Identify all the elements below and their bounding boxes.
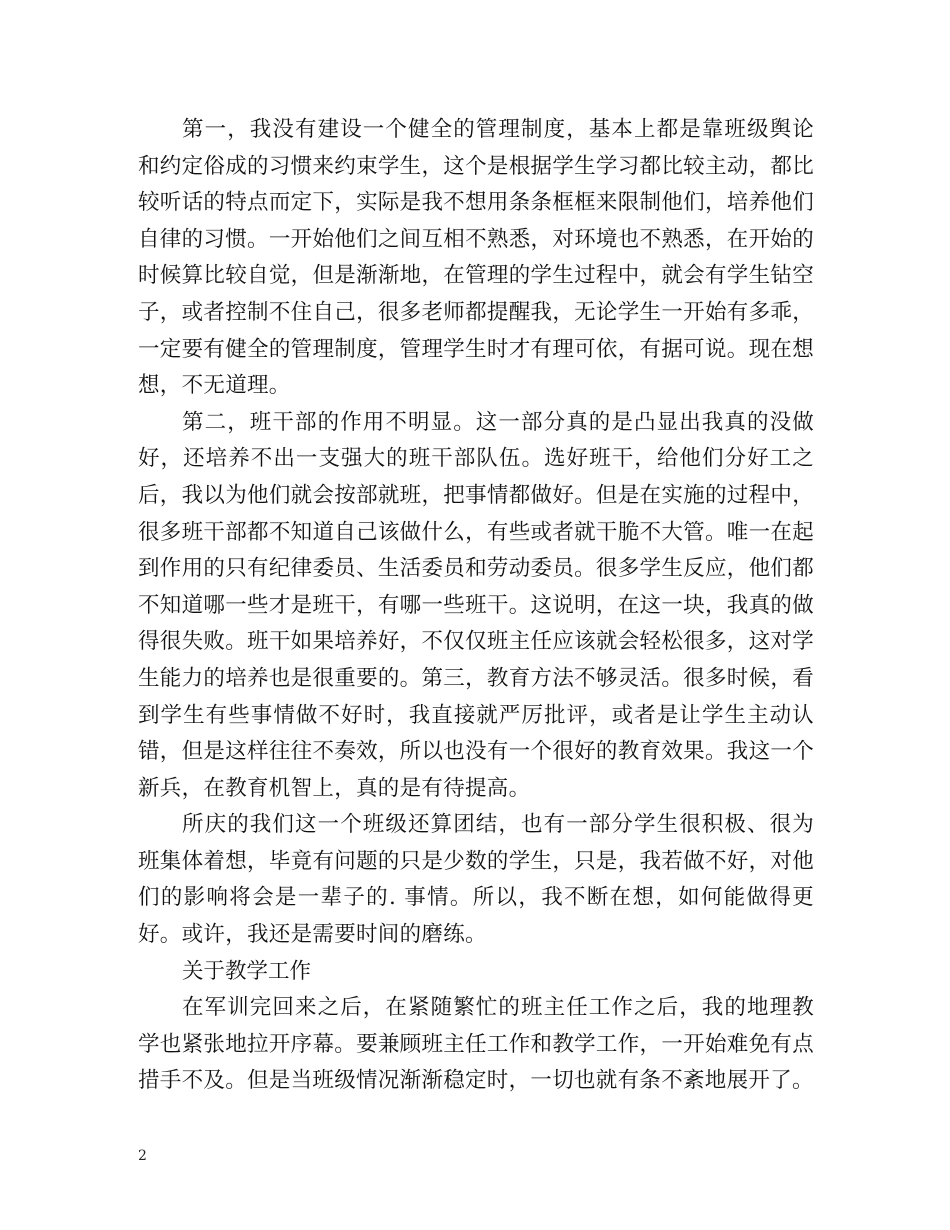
paragraph-management-system: 第一，我没有建设一个健全的管理制度，基本上都是靠班级舆论和约定俗成的习惯来约束学生，这个是根据学生学习都比较主动，都比较听话的特点而定下，实际是我不想用条条框框来限制他们，培养他们自律的习惯。一开始他们之间互相不熟悉，对环境也不熟悉，在开始的时候算比较自觉，但是渐渐地，在管理的学生过程中，就会有学生钻空子，或者控制不住自己，很多老师都提醒我，无论学生一开始有多乖，一定要有健全的管理制度，管理学生时才有理可依，有据可说。现在想想，不无道理。 [138, 117, 814, 399]
section-heading-teaching: 关于教学工作 [182, 958, 312, 984]
page-number: 2 [138, 1148, 147, 1164]
paragraph-class-unity: 所庆的我们这一个班级还算团结，也有一部分学生很积极、很为班集体着想，毕竟有问题的只是少数的学生，只是，我若做不好，对他们的影响将会是一辈子的. 事情。所以，我不断在想，如何能做得更好。或许，我还是需要时间的磨练。 [138, 812, 814, 948]
document-body [138, 112, 814, 1100]
paragraph-geography-teaching: 在军训完回来之后，在紧随繁忙的班主任工作之后，我的地理教学也紧张地拉开序幕。要兼顾班主任工作和教学工作，一开始难免有点措手不及。但是当班级情况渐渐稳定时，一切也就有条不紊地展开了。 [138, 995, 814, 1094]
paragraph-class-cadres: 第二，班干部的作用不明显。这一部分真的是凸显出我真的没做好，还培养不出一支强大的班干部队伍。选好班干，给他们分好工之后，我以为他们就会按部就班，把事情都做好。但是在实施的过程中，很多班干部都不知道自己该做什么，有些或者就干脆不大管。唯一在起到作用的只有纪律委员、生活委员和劳动委员。很多学生反应，他们都不知道哪一些才是班干，有哪一些班干。这说明，在这一块，我真的做得很失败。班干如果培养好，不仅仅班主任应该就会轻松很多，这对学生能力的培养也是很重要的。第三，教育方法不够灵活。很多时候，看到学生有些事情做不好时，我直接就严厉批评，或者是让学生主动认错，但是这样往往不奏效，所以也没有一个很好的教育效果。我这一个新兵，在教育机智上，真的是有待提高。 [138, 409, 814, 801]
